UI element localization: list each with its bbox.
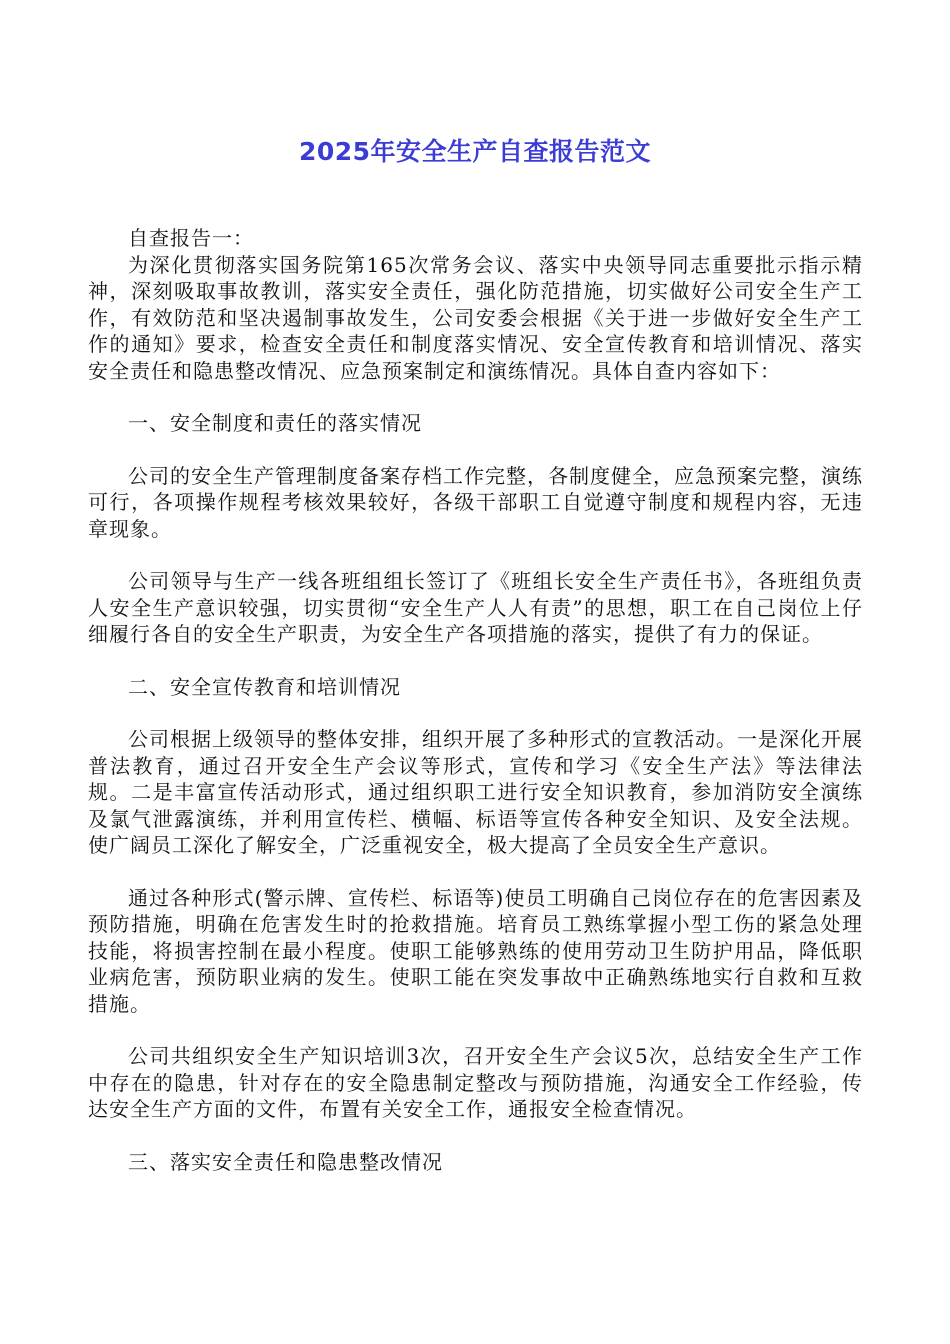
intro-paragraph: 为深化贯彻落实国务院第165次常务会议、落实中央领导同志重要批示指示精神，深刻吸取事故教训，落实安全责任，强化防范措施，切实做好公司安全生产工作，有效防范和坚决遏制事故发生，公司安委会根据《关于进一步做好安全生产工作的通知》要求，检查安全责任和制度落实情况、安全宣传教育和培训情况、落实安全责任和隐患整改情况、应急预案制定和演练情况。具体自查内容如下：: [88, 252, 863, 383]
body-paragraph: 通过各种形式(警示牌、宣传栏、标语等)使员工明确自己岗位存在的危害因素及预防措施，明确在危害发生时的抢救措施。培育员工熟练掌握小型工伤的紧急处理技能，将损害控制在最小程度。使职工能够熟练的使用劳动卫生防护用品，降低职业病危害，预防职业病的发生。使职工能在突发事故中正确熟练地实行自救和互救措施。: [88, 885, 863, 1016]
report-label: 自查报告一：: [128, 226, 254, 250]
spacer: [88, 437, 863, 463]
spacer: [88, 384, 863, 410]
section-heading-3: 三、落实安全责任和隐患整改情况: [128, 1149, 443, 1174]
document-title: 2025年安全生产自查报告范文: [298, 137, 652, 166]
section-heading-2: 二、安全宣传教育和培训情况: [128, 674, 401, 699]
body-paragraph: 公司共组织安全生产知识培训3次，召开安全生产会议5次，总结安全生产工作中存在的隐患，针对存在的安全隐患制定整改与预防措施，沟通安全工作经验，传达安全生产方面的文件，布置有关安全工作，通报安全检查情况。: [88, 1044, 863, 1121]
spacer: [88, 648, 863, 674]
spacer: [88, 700, 863, 726]
spacer: [88, 859, 863, 885]
spacer: [88, 542, 863, 568]
body-paragraph: 公司领导与生产一线各班组组长签订了《班组长安全生产责任书》，各班组负责人安全生产意识较强，切实贯彻“安全生产人人有责”的思想，职工在自己岗位上仔细履行各自的安全生产职责，为安全生产各项措施的落实，提供了有力的保证。: [88, 569, 863, 646]
spacer: [88, 1123, 863, 1149]
body-paragraph: 公司的安全生产管理制度备案存档工作完整，各制度健全，应急预案完整，演练可行，各项操作规程考核效果较好，各级干部职工自觉遵守制度和规程内容，无违章现象。: [88, 463, 863, 541]
section-heading-1: 一、安全制度和责任的落实情况: [128, 411, 422, 435]
document-body: [88, 225, 863, 1175]
body-paragraph: 公司根据上级领导的整体安排，组织开展了多种形式的宣教活动。一是深化开展普法教育，通过召开安全生产会议等形式，宣传和学习《安全生产法》等法律法规。二是丰富宣传活动形式，通过组织职工进行安全知识教育，参加消防安全演练及氯气泄露演练，并利用宣传栏、横幅、标语等宣传各种安全知识、及安全法规。使广阔员工深化了解安全，广泛重视安全，极大提高了全员安全生产意识。: [88, 727, 863, 857]
spacer: [88, 1017, 863, 1043]
